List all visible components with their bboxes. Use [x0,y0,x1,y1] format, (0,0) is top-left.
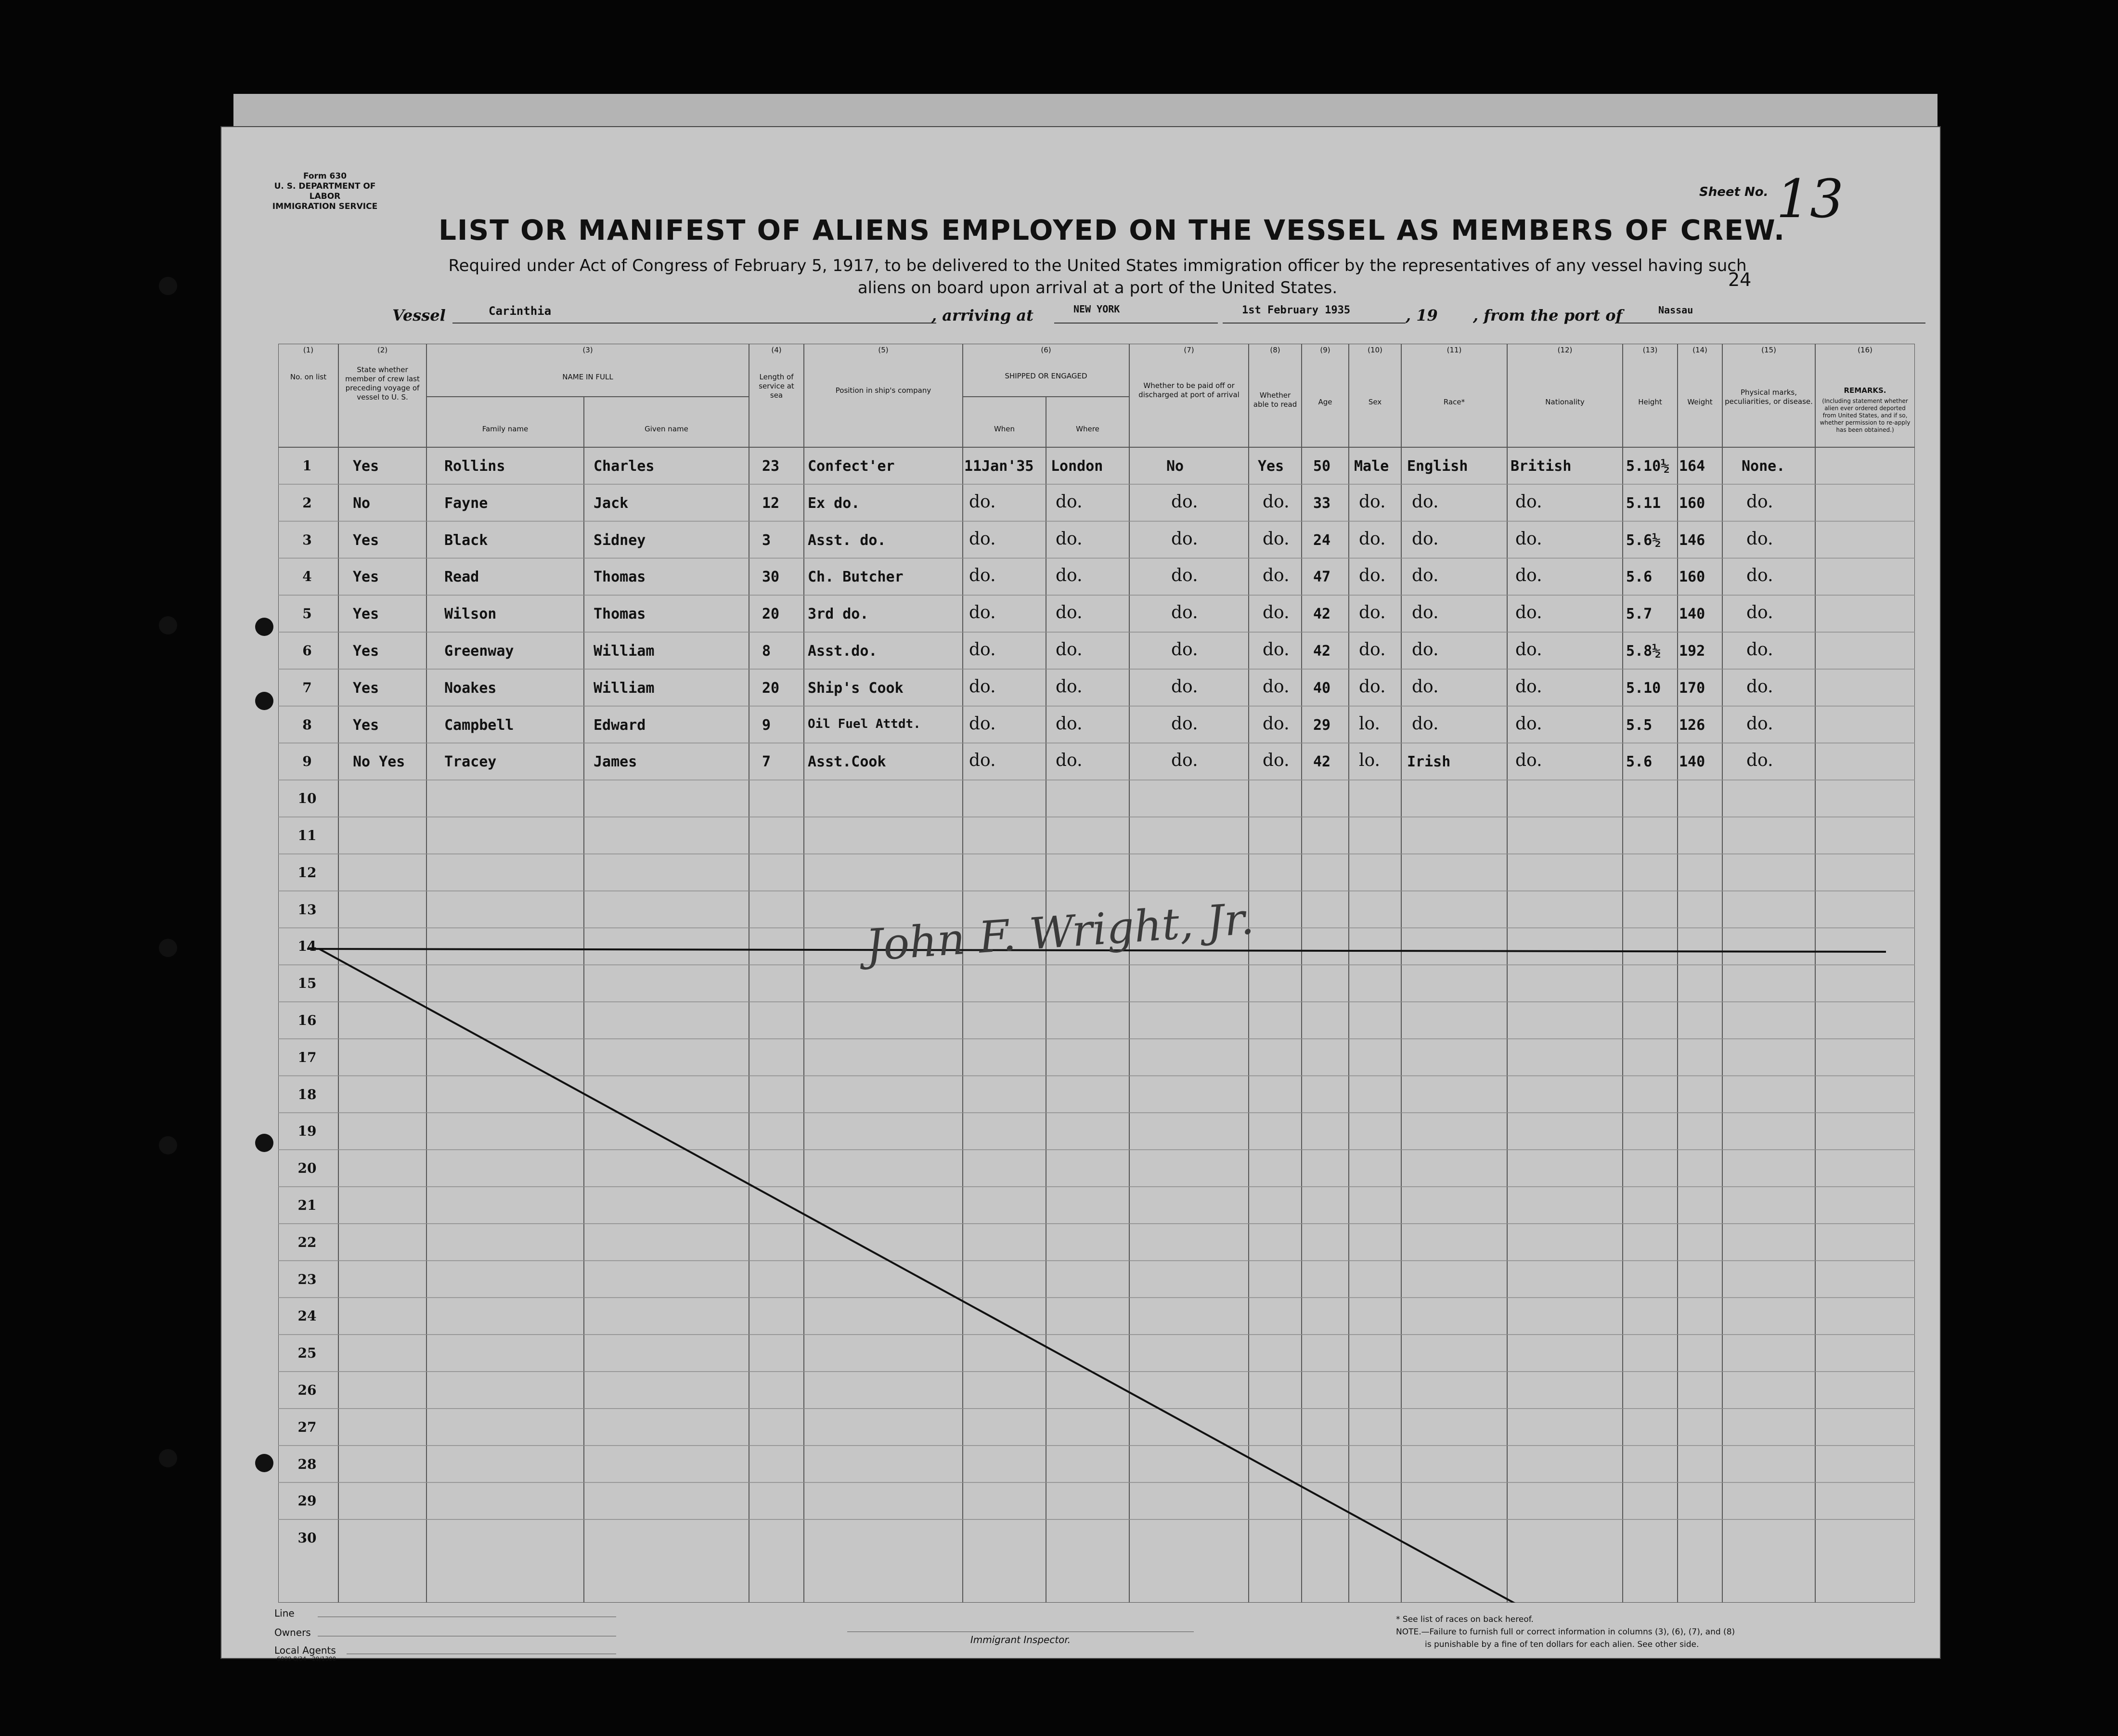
year-label: , 19 [1406,306,1438,324]
col5-number: (5) [878,346,889,354]
crew-table [278,344,1915,1603]
row-number: 30 [297,1530,317,1546]
col3-family-header: Family name [482,425,529,433]
col15-number: (15) [1761,346,1776,354]
physical-marks-cell: do. [1746,603,1773,623]
able-to-read-cell: do. [1263,529,1290,549]
paid-off-cell: do. [1171,713,1198,734]
position-cell: Ex do. [808,494,860,512]
arriving-port: NEW YORK [1073,303,1120,315]
height-cell: 5.6 [1626,569,1653,586]
row-number: 7 [302,679,312,696]
col11-number: (11) [1446,346,1462,354]
weight-cell: 146 [1679,531,1705,549]
col13-header: Height [1638,398,1662,406]
col7-header: Whether to be paid off or discharged at port of arrival [1138,381,1240,399]
sex-cell: do. [1359,603,1386,623]
shipped-when-cell: do. [969,751,996,771]
physical-marks-cell: do. [1746,640,1773,660]
sex-cell: do. [1359,566,1386,586]
col10-number: (10) [1368,346,1382,354]
shipped-where-cell: London [1051,458,1103,475]
row-number: 14 [297,938,317,955]
weight-cell: 192 [1679,643,1705,660]
previous-voyage-cell: Yes [353,679,379,697]
col15-header: Physical marks, peculiarities, or disease. [1725,388,1813,406]
able-to-read-cell: do. [1263,676,1290,697]
paid-off-cell: do. [1171,566,1198,586]
race-cell: English [1407,458,1468,475]
vessel-underline [452,323,936,324]
shipped-where-cell: do. [1056,640,1083,660]
service-length-cell: 8 [762,643,771,660]
col12-number: (12) [1557,346,1573,354]
row-number: 19 [297,1123,317,1140]
print-code: 6009 8/34—29/1300 [277,1656,336,1662]
handwritten-signature: John F. Wright, Jr. [864,893,1256,972]
physical-marks-cell: do. [1746,529,1773,549]
given-name-cell: William [594,679,655,697]
given-name-cell: James [594,753,637,771]
sex-cell: do. [1359,676,1386,697]
service-length-cell: 20 [762,679,780,697]
paid-off-cell: No [1166,458,1184,475]
binding-hole [159,1136,177,1154]
age-cell: 42 [1313,753,1331,771]
family-name-cell: Rollins [444,458,505,475]
col14-header: Weight [1687,398,1713,406]
physical-marks-cell: do. [1746,676,1773,697]
subtitle-line-2: aliens on board upon arrival at a port of the United States. [857,278,1338,298]
given-name-cell: Edward [594,716,646,734]
nationality-cell: British [1511,458,1572,475]
height-cell: 5.10 [1626,679,1661,697]
binding-hole [159,1449,177,1467]
physical-marks-cell: do. [1746,492,1773,512]
col1-number: (1) [303,346,314,354]
shipped-when-cell: 11Jan'35 [964,458,1034,475]
binding-hole [255,1134,273,1152]
given-name-cell: Thomas [594,569,646,586]
shipped-where-cell: do. [1056,566,1083,586]
paid-off-cell: do. [1171,492,1198,512]
service-length-cell: 7 [762,753,771,771]
race-cell: do. [1412,566,1439,586]
race-cell: do. [1412,529,1439,549]
shipped-when-cell: do. [969,676,996,697]
nationality-cell: do. [1515,492,1542,512]
row-number: 26 [297,1382,317,1398]
subtitle-line-1: Required under Act of Congress of February 5, 1917, to be delivered to the United States immigration officer by the representatives of any vessel having such [448,256,1747,275]
binding-hole [255,618,273,636]
previous-voyage-cell: Yes [353,569,379,586]
able-to-read-cell: do. [1263,751,1290,771]
shipped-where-cell: do. [1056,492,1083,512]
department-name: U. S. DEPARTMENT OF LABOR [274,181,376,201]
position-cell: Ship's Cook [808,679,904,697]
position-cell: Ch. Butcher [808,569,904,586]
nationality-cell: do. [1515,529,1542,549]
family-name-cell: Black [444,531,488,549]
shipped-where-cell: do. [1056,713,1083,734]
physical-marks-cell: do. [1746,566,1773,586]
position-cell: Asst. do. [808,531,886,549]
family-name-cell: Noakes [444,679,497,697]
family-name-cell: Fayne [444,494,488,512]
binding-hole [255,1454,273,1472]
footer-note-line-1: NOTE.—Failure to furnish full or correct information in columns (3), (6), (7), and (8) [1396,1627,1735,1637]
arriving-label: , arriving at [931,306,1033,324]
paid-off-cell: do. [1171,676,1198,697]
inspector-label: Immigrant Inspector. [970,1634,1071,1645]
sheet-number-label: Sheet No. [1699,185,1769,199]
col6-when-header: When [994,425,1015,433]
binding-hole [159,939,177,957]
line-label: Line [274,1607,295,1619]
paid-off-cell: do. [1171,603,1198,623]
race-cell: do. [1412,640,1439,660]
family-name-cell: Tracey [444,753,497,771]
physical-marks-cell: do. [1746,751,1773,771]
row-number: 6 [302,643,312,659]
given-name-cell: Charles [594,458,655,475]
col14-number: (14) [1692,346,1707,354]
col9-header: Age [1318,398,1332,406]
col2-number: (2) [377,346,388,354]
departure-port: Nassau [1658,304,1693,316]
position-cell: Oil Fuel Attdt. [808,716,921,731]
weight-cell: 140 [1679,753,1705,771]
given-name-cell: Sidney [594,531,646,549]
footer-note-line-2: is punishable by a fine of ten dollars for each alien. See other side. [1425,1640,1699,1649]
weight-cell: 170 [1679,679,1705,697]
age-cell: 50 [1313,458,1331,475]
family-name-cell: Greenway [444,643,514,660]
service-length-cell: 9 [762,716,771,734]
date-underline [1223,323,1406,324]
col8-number: (8) [1270,346,1280,354]
previous-voyage-cell: Yes [353,716,379,734]
age-cell: 29 [1313,716,1331,734]
row-number: 29 [297,1493,317,1509]
paid-off-cell: do. [1171,751,1198,771]
able-to-read-cell: do. [1263,640,1290,660]
sex-cell: do. [1359,529,1386,549]
col12-header: Nationality [1545,398,1585,406]
family-name-cell: Read [444,569,479,586]
manifest-page [220,126,1941,1662]
height-cell: 5.11 [1626,494,1661,512]
row-number: 20 [297,1160,317,1177]
age-cell: 42 [1313,606,1331,623]
physical-marks-cell: None. [1742,458,1785,475]
col6-header: SHIPPED OR ENGAGED [1005,372,1087,380]
col9-number: (9) [1320,346,1330,354]
weight-cell: 160 [1679,494,1705,512]
shipped-where-cell: do. [1056,676,1083,697]
col2-header: State whether member of crew last preceding voyage of vessel to U. S. [345,365,420,402]
row-number: 4 [302,569,312,585]
sex-cell: Male [1354,458,1389,475]
nationality-cell: do. [1515,751,1542,771]
race-cell: Irish [1407,753,1451,771]
height-cell: 5.6 [1626,753,1653,771]
row-number: 22 [297,1234,317,1250]
races-note: * See list of races on back hereof. [1396,1615,1534,1624]
row-number: 2 [302,494,312,511]
able-to-read-cell: Yes [1258,458,1284,475]
age-cell: 24 [1313,531,1331,549]
race-cell: do. [1412,676,1439,697]
age-cell: 47 [1313,569,1331,586]
height-cell: 5.7 [1626,606,1653,623]
service-length-cell: 12 [762,494,780,512]
sex-cell: do. [1359,492,1386,512]
table-lines [278,344,1915,1603]
given-name-cell: Thomas [594,606,646,623]
binding-hole [159,616,177,635]
col1-header: No. on list [290,373,327,381]
shipped-when-cell: do. [969,713,996,734]
service-length-cell: 23 [762,458,780,475]
agents-label: Local Agents [274,1645,336,1656]
position-cell: Asst.Cook [808,753,886,771]
vessel-line [221,300,1940,329]
row-number: 3 [302,531,312,548]
weight-cell: 164 [1679,458,1705,475]
row-number: 25 [297,1345,317,1361]
row-number: 1 [302,458,312,474]
col6-where-header: Where [1076,425,1099,433]
col7-number: (7) [1184,346,1194,354]
weight-cell: 160 [1679,569,1705,586]
shipped-when-cell: do. [969,566,996,586]
col3-number: (3) [582,346,593,354]
col4-header: Length of service at sea [759,373,794,400]
port-underline [1054,323,1218,324]
row-number: 16 [297,1012,317,1028]
height-cell: 5.10½ [1626,458,1670,475]
given-name-cell: Jack [594,494,629,512]
col8-header: Whether able to read [1253,391,1297,409]
shipped-when-cell: do. [969,640,996,660]
sex-cell: lo. [1359,713,1380,734]
position-cell: Asst.do. [808,643,878,660]
col10-header: Sex [1368,398,1382,406]
col16-note: (Including statement whether alien ever ordered deported from United States, and if so, whether permission to re-apply has been obtained.) [1820,398,1911,433]
col4-number: (4) [771,346,782,354]
nationality-cell: do. [1515,640,1542,660]
able-to-read-cell: do. [1263,603,1290,623]
able-to-read-cell: do. [1263,492,1290,512]
previous-voyage-cell: Yes [353,643,379,660]
row-number: 9 [302,753,312,770]
col11-header: Race* [1443,398,1465,406]
col3-header: NAME IN FULL [562,373,613,381]
row-number: 18 [297,1086,317,1102]
binding-hole [159,277,177,295]
nationality-cell: do. [1515,566,1542,586]
col5-header: Position in ship's company [835,386,931,395]
race-cell: do. [1412,713,1439,734]
paid-off-cell: do. [1171,529,1198,549]
height-cell: 5.8½ [1626,643,1661,660]
vessel-label: Vessel [392,306,446,324]
form-number: Form 630 [303,171,347,181]
col16-number: (16) [1858,346,1873,354]
page-number: 24 [1728,269,1752,290]
paid-off-cell: do. [1171,640,1198,660]
able-to-read-cell: do. [1263,566,1290,586]
form-header [270,171,380,212]
height-cell: 5.6½ [1626,531,1661,549]
shipped-when-cell: do. [969,603,996,623]
row-number: 13 [297,901,317,918]
document-title: LIST OR MANIFEST OF ALIENS EMPLOYED ON THE VESSEL AS MEMBERS OF CREW. [438,214,1786,246]
owners-label: Owners [274,1627,311,1638]
row-number: 10 [297,790,317,807]
row-number: 21 [297,1197,317,1213]
age-cell: 40 [1313,679,1331,697]
shipped-when-cell: do. [969,529,996,549]
service-name: IMMIGRATION SERVICE [272,202,378,211]
position-cell: 3rd do. [808,606,869,623]
sex-cell: do. [1359,640,1386,660]
col16-header: REMARKS. [1844,386,1886,395]
binding-hole [255,692,273,710]
previous-voyage-cell: Yes [353,606,379,623]
previous-voyage-cell: Yes [353,458,379,475]
age-cell: 33 [1313,494,1331,512]
arrival-date: 1st February 1935 [1242,304,1351,316]
given-name-cell: William [594,643,655,660]
row-number: 8 [302,716,312,733]
shipped-when-cell: do. [969,492,996,512]
shipped-where-cell: do. [1056,751,1083,771]
sex-cell: lo. [1359,751,1380,771]
able-to-read-cell: do. [1263,713,1290,734]
row-number: 15 [297,975,317,992]
col13-number: (13) [1642,346,1658,354]
nationality-cell: do. [1515,603,1542,623]
shipped-where-cell: do. [1056,603,1083,623]
nationality-cell: do. [1515,676,1542,697]
row-number: 27 [297,1419,317,1435]
weight-cell: 140 [1679,606,1705,623]
service-length-cell: 20 [762,606,780,623]
family-name-cell: Wilson [444,606,497,623]
row-number: 12 [297,864,317,881]
physical-marks-cell: do. [1746,713,1773,734]
document-subtitle [380,255,1815,299]
position-cell: Confect'er [808,458,895,475]
from-label: , from the port of [1473,306,1623,324]
row-number: 28 [297,1456,317,1472]
sheet-number: 13 [1776,168,1844,230]
shipped-where-cell: do. [1056,529,1083,549]
row-number: 24 [297,1308,317,1324]
race-cell: do. [1412,492,1439,512]
col6-number: (6) [1041,346,1051,354]
nationality-cell: do. [1515,713,1542,734]
from-underline [1617,323,1925,324]
previous-voyage-cell: No Yes [353,753,405,771]
row-number: 5 [302,606,312,622]
row-number: 11 [297,828,317,843]
weight-cell: 126 [1679,716,1705,734]
race-cell: do. [1412,603,1439,623]
col3-given-header: Given name [645,425,688,433]
row-number: 17 [297,1049,317,1065]
height-cell: 5.5 [1626,716,1653,734]
previous-voyage-cell: Yes [353,531,379,549]
previous-voyage-cell: No [353,494,371,512]
service-length-cell: 3 [762,531,771,549]
row-number: 23 [297,1271,317,1287]
service-length-cell: 30 [762,569,780,586]
vessel-name: Carinthia [489,304,552,318]
family-name-cell: Campbell [444,716,514,734]
age-cell: 42 [1313,643,1331,660]
